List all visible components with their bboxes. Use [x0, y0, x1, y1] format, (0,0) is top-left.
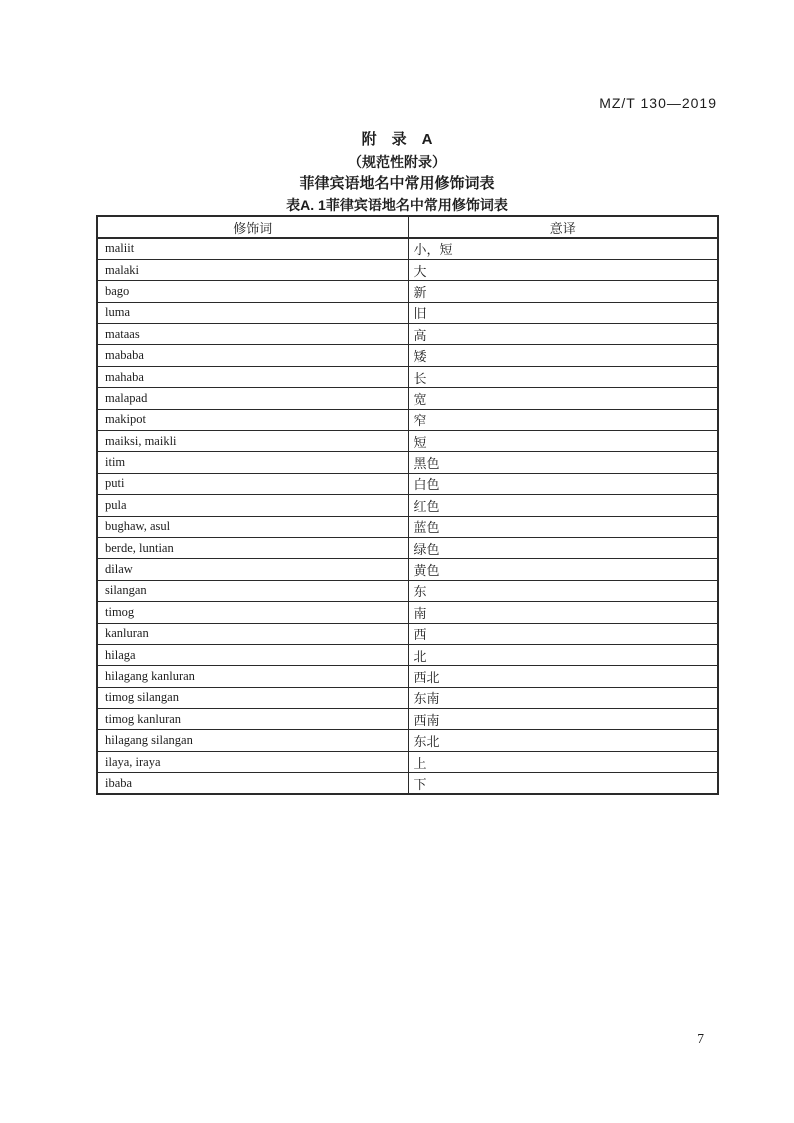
modifier-cell: luma	[97, 302, 408, 323]
document-reference: MZ/T 130—2019	[599, 95, 717, 111]
modifier-cell: hilagang silangan	[97, 730, 408, 751]
modifier-table-body	[97, 238, 718, 794]
translation-cell: 黄色	[408, 559, 718, 580]
modifier-cell: puti	[97, 473, 408, 494]
column-header-modifier: 修饰词	[97, 216, 408, 238]
translation-cell: 高	[408, 324, 718, 345]
modifier-cell: mababa	[97, 345, 408, 366]
translation-cell: 白色	[408, 473, 718, 494]
modifier-table-header	[97, 216, 718, 238]
table-row	[97, 388, 718, 409]
table-caption: 表A. 1菲律宾语地名中常用修饰词表	[286, 197, 508, 213]
appendix-title: 菲律宾语地名中常用修饰词表	[299, 175, 495, 192]
table-row	[97, 302, 718, 323]
translation-cell: 下	[408, 773, 718, 794]
modifier-cell: dilaw	[97, 559, 408, 580]
table-row	[97, 324, 718, 345]
table-row	[97, 259, 718, 280]
table-row	[97, 366, 718, 387]
column-header-translation: 意译	[408, 216, 718, 238]
translation-cell: 矮	[408, 345, 718, 366]
modifier-cell: timog kanluran	[97, 709, 408, 730]
translation-cell: 短	[408, 431, 718, 452]
modifier-cell: pula	[97, 495, 408, 516]
table-row	[97, 238, 718, 259]
translation-cell: 东北	[408, 730, 718, 751]
table-row	[97, 516, 718, 537]
modifier-cell: ilaya, iraya	[97, 751, 408, 772]
table-row	[97, 709, 718, 730]
translation-cell: 红色	[408, 495, 718, 516]
table-row	[97, 687, 718, 708]
modifier-cell: itim	[97, 452, 408, 473]
appendix-type: （规范性附录）	[348, 154, 446, 170]
modifier-cell: hilaga	[97, 644, 408, 665]
translation-cell: 东	[408, 580, 718, 601]
translation-cell: 旧	[408, 302, 718, 323]
modifier-cell: mahaba	[97, 366, 408, 387]
translation-cell: 南	[408, 602, 718, 623]
modifier-table	[96, 215, 719, 795]
modifier-cell: maliit	[97, 238, 408, 259]
table-row	[97, 431, 718, 452]
table-header-row	[97, 216, 718, 238]
translation-cell: 大	[408, 259, 718, 280]
translation-cell: 黑色	[408, 452, 718, 473]
table-row	[97, 666, 718, 687]
page-number: 7	[697, 1031, 704, 1046]
translation-cell: 窄	[408, 409, 718, 430]
table-row	[97, 730, 718, 751]
table-row	[97, 473, 718, 494]
modifier-cell: timog	[97, 602, 408, 623]
appendix-heading: 附 录 A	[361, 131, 433, 148]
translation-cell: 西	[408, 623, 718, 644]
modifier-cell: bago	[97, 281, 408, 302]
table-row	[97, 751, 718, 772]
translation-cell: 东南	[408, 687, 718, 708]
table-row	[97, 452, 718, 473]
modifier-cell: hilagang kanluran	[97, 666, 408, 687]
translation-cell: 北	[408, 644, 718, 665]
table-row	[97, 623, 718, 644]
translation-cell: 蓝色	[408, 516, 718, 537]
translation-cell: 绿色	[408, 537, 718, 558]
translation-cell: 西南	[408, 709, 718, 730]
table-row	[97, 537, 718, 558]
table-row	[97, 345, 718, 366]
modifier-cell: makipot	[97, 409, 408, 430]
modifier-cell: maiksi, maikli	[97, 431, 408, 452]
table-row	[97, 495, 718, 516]
table-row	[97, 580, 718, 601]
modifier-cell: malaki	[97, 259, 408, 280]
modifier-cell: malapad	[97, 388, 408, 409]
translation-cell: 长	[408, 366, 718, 387]
title-block	[0, 129, 794, 216]
modifier-cell: bughaw, asul	[97, 516, 408, 537]
modifier-cell: ibaba	[97, 773, 408, 794]
translation-cell: 西北	[408, 666, 718, 687]
translation-cell: 新	[408, 281, 718, 302]
table-row	[97, 281, 718, 302]
modifier-cell: silangan	[97, 580, 408, 601]
translation-cell: 上	[408, 751, 718, 772]
table-row	[97, 644, 718, 665]
modifier-cell: berde, luntian	[97, 537, 408, 558]
translation-cell: 小，短	[408, 238, 718, 259]
table-row	[97, 773, 718, 794]
modifier-cell: timog silangan	[97, 687, 408, 708]
table-row	[97, 409, 718, 430]
modifier-cell: mataas	[97, 324, 408, 345]
table-row	[97, 602, 718, 623]
translation-cell: 宽	[408, 388, 718, 409]
modifier-cell: kanluran	[97, 623, 408, 644]
table-row	[97, 559, 718, 580]
